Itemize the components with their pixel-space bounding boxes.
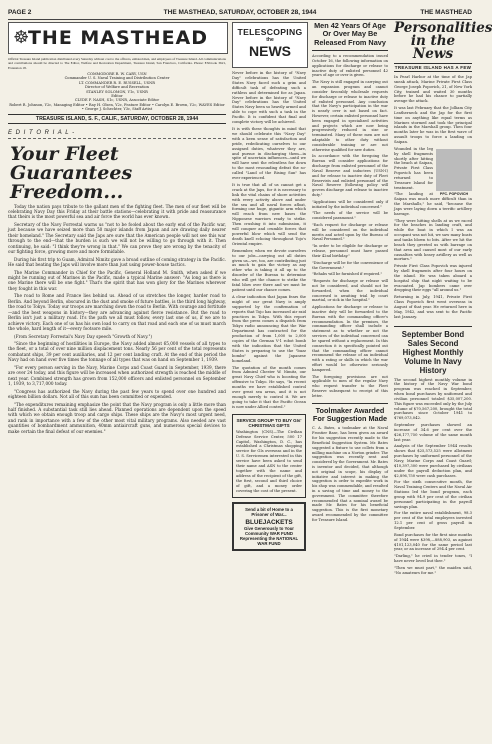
release-body	[312, 54, 388, 398]
bond-sales-body	[394, 378, 472, 576]
telescoping-news: NEWS	[249, 43, 291, 59]
photo-caption: PFC. POPOVICH	[439, 191, 469, 196]
editorial-paragraph: "Congress has authorized the Navy during the past few years to spend over one hundred and eighteen billion dollars. Not all of this sum has been committed or expended.	[8, 388, 226, 400]
personalities-paragraph: Wounded in the leg by shell fragments shortly after hitting the beach at Saipan, Private First Class Popovich has been returned to Treasure Island for treatment.	[394, 146, 433, 190]
associate-editor: CLYDE F. NASH, S1c, USNR, Associate Editor	[74, 98, 160, 103]
telescoping-banner	[232, 22, 308, 68]
telescoping-paragraph: Never before in the history of "Navy Day" celebrations has the United States Navy faced such a grim and difficult task of defeating such a ruthless and determined foe as Japan. Never before in the history of "Navy Day" celebrations has the United States Navy been so heavily armed and able to cope with such a task in the Pacific. It is confident that final and complete victory will be achieved.	[232, 71, 306, 125]
commander-name: COMMODORE R. W. CARY, USN	[87, 71, 147, 76]
editorial-column	[8, 22, 226, 436]
personalities-column	[394, 20, 492, 578]
staff-list: Robert R. Johnson, Y2c, Managing Editor • Ray H. Olsen, Y2c, Feature Editor • Carolyn E. Brown, Y2c, WAVES Editor • George J. Schechter, Y3c, Staff Artist	[9, 102, 225, 112]
release-paragraph: According to a recommendation issued October 16, the following information on applications for discharge or release to inactive duty of enlisted personnel 42 years of age or over is given.	[312, 54, 388, 78]
release-paragraph: In accordance with the foregoing the Bureau will consider applications for discharge from enlisted personnel of the Naval Reserve and inductees (USN-I) and for release to inactive duty of Fleet Reservists and enlisted personnel of the Naval Reserve (following policy will govern discharge and release to inactive duty."	[312, 154, 388, 197]
telescoping-paragraph: It is true that all of us cannot get a crack at the Japs, for it is necessary to link the vital chains of shore activities with every activity above and under the sea and all naval forces afloat, forming one huge, gigantic arm which will reach from new bases the Nipponese warriors ready to strike. Then crushing it into submission, it will conquer and crumble forces that powerful blow which will send the death knell echoing throughout Tojo's Oriental empire.	[232, 182, 306, 246]
popovich-photo	[436, 149, 472, 196]
personalities-body	[394, 75, 472, 320]
masthead-banner	[8, 22, 228, 54]
location-dateline: TREASURE ISLAND, S. F., CALIF., SATURDAY, OCTOBER 28, 1944	[8, 114, 226, 124]
telescoping-the: the	[266, 37, 274, 43]
release-paragraph: "Applications will be considered only if initiated by the individual concerned."	[312, 199, 388, 209]
toolmaker-headline: Toolmaker Awarded For Suggestion Made	[312, 403, 388, 424]
release-paragraph: "Requests for discharge or release will not be considered, and should not be forwarded, when the individual concerned is awaiting trial by court martial, or sick in the hospital."	[312, 279, 388, 303]
editorial-paragraph: "The expenditures remaining emphasize the point that the Navy program is only a little more than half finished. A substantial task still lies ahead. Planned operations are dependent upon the speed with which we obtain enough troop and cargo ships. These ships are the Navy's most urgent need, and rank in importance with a few of the other most vital military programs. Also needed are vast quantities of bombardment ammunition, 40mm antiaircraft guns, and numerous special devices to make certain the final defeat of our enemies."	[8, 401, 226, 434]
war-fund-line2: BLUEJACKETS	[245, 518, 293, 526]
personalities-paragraph: "The landing at Saipan was much more difficult than in the Marshalls," he said, "because the Japs were laying down a terrific artillery barrage.	[394, 192, 472, 216]
paper-name-right: THE MASTHEAD	[420, 8, 472, 16]
personalities-paragraph: Returning in July, 1941, Private First Class Popovich first went overseas in August of that year. He returned here in May, 1942, and was sent to the Pacific last January.	[394, 295, 472, 319]
war-fund-ad	[232, 502, 306, 551]
personalities-paragraph: In Pearl Harbor at the time of the Jap sneak attack, Marine Private First Class George Joseph Popovich, 21, of New York City, trained and waited 30 months before he had his chance to partially avenge the attack.	[394, 75, 472, 104]
editorial-paragraph: The road to Rome and France lies behind us. Ahead of us stretches the longer, harder road to Berlin. And beyond Berlin, obscured in the dust and smoke of future battles, is the third long highway, the road to Tokyo. Today our troops are marching down the road to Berlin. With courage and fortitude—and the best weapons in history—they are advancing against fierce resistance. But the road to Berlin isn't just a military road. It's the path we all must follow, every last one of us, if we are to achieve victory. Each one of us has his own load to carry on that road and each one of us must march the whole, hard length of it—every footsore mile.	[8, 293, 226, 332]
personalities-paragraph: It was last February that the Jolliam City Leatherneck and the Jap for the first time on anything like equal terms as Marines stormed and took the principal islands in the Marshall group. Then four months later he was in the first wave of assault troops to force a landing on Saipan.	[394, 106, 472, 144]
bond-paragraph: For the sixth consecutive month, the Naval Training Centers and the Naval Air Stations led the bond program, each group with 94.9 per cent of the civilian personnel participating in the payroll savings plan.	[394, 480, 472, 509]
bond-paragraph: September purchases showed an increase of 34.6 per cent over the $26,177,750 volume of the same month last year.	[394, 423, 472, 442]
release-paragraph: Applications for discharge or release to inactive duty will be forwarded to the Bureau with the commanding officer's recommendation. In the premises, the commanding officer shall include a statement as to whether or not the services of the individual concerned can be spared without a replacement. In this connection it is specifically pointed out that the commanding officer cannot recommend the release of an individual with a rating or skills in which the war effort would be otherwise seriously hampered.	[312, 305, 388, 372]
release-paragraph: "Discharge will be for the convenience of the Government."	[312, 260, 388, 270]
editorial-paragraph: "For every person serving in the Navy, Marine Corps and Coast Guard in September, 1939, there are over 24 today, and this figure will be increased when authorized strength is reached the middle of next year. Combined strength has grown from 152,000 officers and enlisted personnel on September 1, 1939, to 3,717,000 today.	[8, 364, 226, 387]
editorial-body	[8, 204, 226, 435]
editor-name: STANLEY SOLOMON, Y1c, USNR	[86, 89, 148, 94]
editorial-title: Your Fleet Guarantees Freedom...	[10, 142, 133, 203]
toolmaker-paragraph: C. A. Bates, a toolmaker at the Naval Frontier Base, has been given an award for his suggestion recently made to the Beneficial Suggestion System. Mr. Bates suggested a fixture to use collets from a milling machine on a Norton grinder. The suggestion was recently sent and considered by the Government. Mr. Bates is inventor and decided, that although not original in scope, his display of initiative and interest in making the suggestion is order to expedite work in his shop was commendable, and resulted in a saving of time and money to the government. The committee therefore recommended that a nominal award be made Mr. Bates for his beneficial suggestion. This is the first monetary award recommended by the committee for Treasure Island.	[312, 426, 388, 522]
toolmaker-body	[312, 426, 388, 522]
official-notice: Official Treasure Island publication distributed every Saturday without cost to the officers, enlisted men, and employees of Treasure Island. All communications and contributions should be directed to The Editor, Welfare and Recreation Department, Treasure Island, San Francisco, California. Phone: EXbrook 3621, Extension 18.	[8, 57, 226, 70]
christmas-gifts-headline: SERVICE GROUP TO BUY GIs' CHRISTMAS GIFTS	[236, 417, 302, 428]
release-paragraph: "Rehabs will be furnished if required."	[312, 272, 383, 277]
page-number: PAGE 2	[8, 8, 32, 16]
war-fund-line1: Send a bit of Home to a Prisoner of War...	[245, 506, 293, 517]
telescoping-body	[232, 71, 306, 410]
bond-paragraph: Analysis of the September 1944 results shows that $25,573,525 were allotment purchases by uniformed personnel of the Navy, Marine Corps and Coast Guard; $10,397,300 were purchased by civilians under the payroll deduction plan, and $2,896,750 were cash purchases.	[394, 444, 472, 478]
masthead-title: THE MASTHEAD	[27, 27, 209, 49]
bond-sales-headline: September Bond Sales Second Highest Monthly Volume In Navy History	[394, 326, 472, 375]
personalities-paragraph: "They were hitting shells at us we raced for the beaches in landing craft, and while the boat in which I was an occupant was not hit, we saw many boats and tanks blown to bits. After we hit the beach they greeted us with barrage on that area and caused most of our early casualties with heavy artillery as well as mortars."	[394, 218, 472, 262]
lt-title: Director of Welfare and Recreation	[85, 85, 149, 90]
christmas-gifts-body: Washington (CNS)—The Civilian Defense Service Center, 500 17 Capitol, Washington, D. C., has established a Christmas shopping service for GIs overseas and in the U. S. Servicemen interested in this service have been asked to send their name and ASN to the center together with the name and address of the recipient of the gift, the first, second and third choice of gift, and a money order covering the cost of the present.	[236, 429, 302, 493]
bond-paragraph: "Then we must part," the maiden said, "No amateurs for me."	[394, 565, 472, 575]
war-fund-line3: Give Generously to Your Community WAR FUND Representing the NATIONAL WAR FUND	[239, 525, 299, 546]
release-headline: Men 42 Years Of Age Or Over May Be Released From Navy	[312, 22, 388, 51]
bond-paragraph: Bond purchases for the first nine months of 1944 were $398,—888,903, as against $101,123,040 for the same period last year, or an increase of 294.4 per cent.	[394, 532, 472, 552]
editorial-paragraph: "Since the beginning of hostilities in Europe, the Navy added almost 65,000 vessels of all types to the fleet, or a total of over nine million displacement tons. Nearly 56 per cent of the total represents combatant ships, 39 per cent auxiliaries, and 12 per cent landing craft. At the end of this period the Navy had on hand over five times the tonnage of all types that was on hand on September 1, 1939.	[8, 340, 226, 363]
editorial-paragraph: Secretary of the Navy Forrestal warns us "not to be fooled about the early end of the Pacific war, just because we have seized more than 50 major islands from Japan and are drawing daily nearer their homeland." The Secretary said the Japs are sure that the American people will not see this war through to the end—that the burden is such we will not be willing to go through with it. Then continuing, he said: "I think they're wrong in that." We can prove they are wrong by the tenacity of our fighting force, growing more and more formidable.	[8, 221, 226, 255]
telescoping-paragraph: It is with these thoughts in mind that we should celebrate this "Navy Day" with a keen sense of satisfaction and pride, rededicating ourselves to our assigned duties, whatever they are, and pursue in discharging them—in spite of uncertain influences—until we will have sent the relentless foe down to the most resounding defeat the so-called "Land of the Rising Sun" has ever experienced.	[232, 126, 306, 181]
bond-paragraph: The second highest monthly volume in the history of the Navy War bond program was reached in September, when bond purchases by uniformed and civilian personnel totaled $35,007,200. This figure was exceeded only by the July volume of $70,567,200, brought the total purchases since October 1941 to $769,073,042.	[394, 377, 472, 421]
lt-name: LT. COMMANDER R. E. RUSSELL, USNR	[79, 80, 155, 85]
ship-wheel-icon: ☸	[13, 27, 30, 48]
bond-paragraph: "Darling," he cried in tender tones, "I have never loved but thee."	[394, 554, 472, 564]
editorial-paragraph: The Marine Commander in Chief for the Pacific, General Holland M. Smith, when asked if we might be running out of Marines in the Pacific, made a typical Marine answer: "As long as there is one Marine there will be one fight." That's the spirit that has won glory for the Marines wherever they fought in this war.	[8, 269, 226, 291]
personalities-title: Personalities in the News	[394, 20, 492, 62]
release-paragraph: The foregoing provisions are not applicable to men of the regular Navy who request transfer to the Fleet Reserve subsequent to receipt of this letter.	[312, 374, 388, 398]
masthead-info	[8, 57, 226, 124]
telescoping-paragraph: A clear indication that Japan fears the might of our great Navy is amply supported by the confirmation of reports that Tojo has increased air raid practices in Tokyo. With this report from the press comes a dispatch from Tokyo radio announcing that the War Department has contracted for the production of from 1,000 to 2,000 copies of the German V-1 robot bomb with the indication that the United States is preparing to use the "buzz bombs" against the Japanese homeland.	[232, 294, 306, 363]
christmas-gifts-box	[232, 414, 306, 498]
editorial-label: E D I T O R I A L -	[8, 130, 226, 139]
telescoping-title: TELESCOPING	[237, 27, 303, 37]
editorial-paragraph: Today the nation pays tribute to the gallant men of the fighting fleet. The men of our fleet will be celebrating Navy Day this Friday at their battle stations—celebrating it with pride and reassurance that theirs is the most powerful sea and air force the world has ever known.	[8, 203, 226, 220]
editorial-paragraph: (From Secretary Forrestal's Navy Day speech "Growth of Navy.")	[14, 333, 153, 339]
page-header	[8, 6, 472, 18]
editorial-paragraph: During his first trip to Guam, Admiral Nimitz gave a broad outline of coming strategy in the Pacific. He said that beating the Japs will involve more than just using power-house tactics.	[8, 256, 227, 268]
release-column	[312, 22, 388, 525]
release-paragraph: "The needs of the service will be considered paramount."	[312, 211, 388, 221]
release-paragraph: The Navy is still engaged in carrying out an expansion program and cannot consider favorably wholesale requests for discharge or release to inactive duty of enlisted personnel. Any conclusion that the Navy's participation in the war is nearly over is not based on fact. However, certain enlisted personnel have been engaged in specialized activities and projects which are now being progressively reduced in size or terminated. Many of these men are not adaptable to other duty without considerable training or are not otherwise qualified for new duties.	[312, 80, 388, 152]
release-paragraph: "Each request for discharge or release will be considered on the individual merits and acted upon by the Bureau of Naval Personnel."	[312, 223, 388, 242]
personalities-subtitle: TREASURE ISLAND HAS A FEW	[394, 65, 472, 70]
release-paragraph: "In order to be eligible for discharge or release, personnel must have passed their 42nd birthday."	[312, 244, 388, 258]
telescoping-column	[232, 22, 306, 551]
personalities-paragraph: Private First Class Popovich was injured by shell fragments after four hours on the island. He was taken aboard a hospital ship that night waiting to be evacuated. Jap bombers came over dropping their eggs "all around us."	[394, 264, 472, 293]
paper-dateline: THE MASTHEAD, SATURDAY, OCTOBER 28, 1944	[163, 8, 317, 16]
telescoping-paragraph: The quotation of the month comes from Admiral Chester W. Nimitz, our great Navy Chief who is boosting the offensive to Tokyo. He says, "In recent months we have established control over great sea areas, and it is not enough merely to control it. We are going to take it that the Pacific Ocean is now under Allied control."	[232, 365, 306, 409]
telescoping-paragraph: Remember, when we devote ourselves to our jobs—carrying out all duties given us—we, too, are contributing just as much to gain the victory as any other who is taking it all up to the disorder of the Bureau to determine who will get the chance to strike the fatal blow over there and we must be patient until our chance comes.	[232, 248, 306, 292]
editor-title: Editor	[111, 93, 123, 98]
bond-paragraph: For the entire naval establishment, 98.3 per cent of the total employees invested 12.1 per cent of gross payroll in September.	[394, 511, 472, 530]
commander-title: Commander U. S. Naval Training and Distribution Center	[64, 76, 170, 81]
